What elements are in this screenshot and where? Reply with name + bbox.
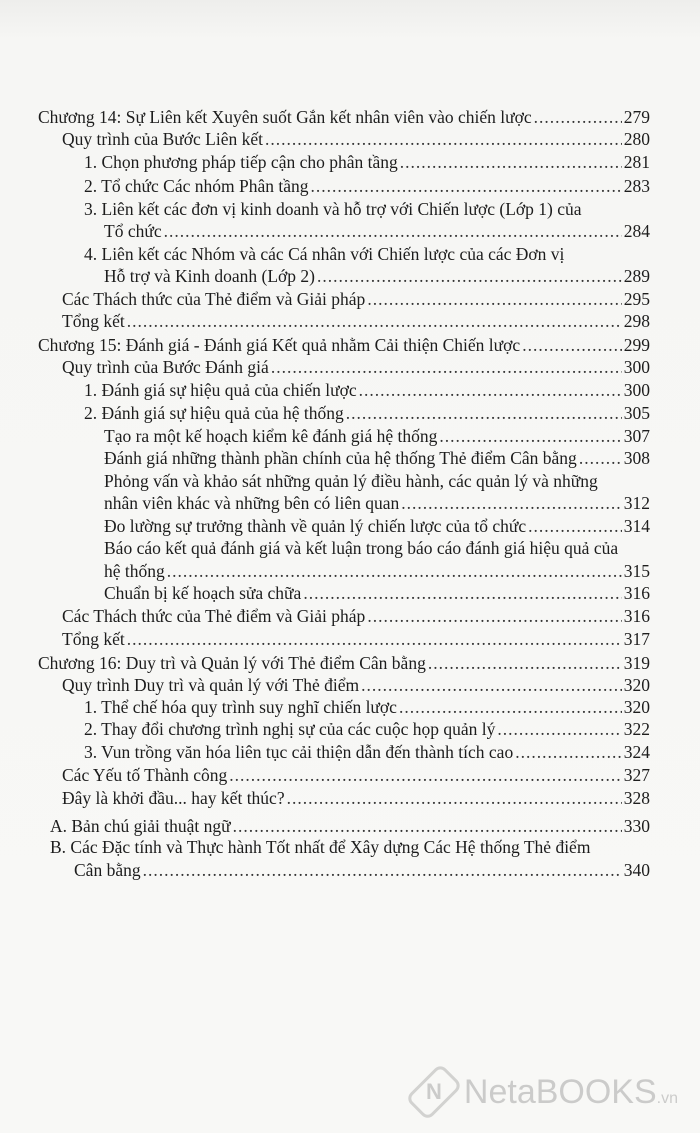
toc-entry-title: Chương 15: Đánh giá - Đánh giá Kết quả nhằm Cải thiện Chiến lược bbox=[38, 335, 521, 355]
toc-entry[interactable] bbox=[62, 310, 650, 332]
toc-page-number: 295 bbox=[623, 289, 650, 309]
toc-entry-title: Các Thách thức của Thẻ điểm và Giải pháp bbox=[62, 289, 366, 309]
toc-page-number: 280 bbox=[623, 129, 650, 149]
netabooks-logo-icon: N bbox=[405, 1063, 463, 1121]
toc-page-number: 300 bbox=[623, 357, 650, 377]
toc-page-number: 319 bbox=[623, 653, 650, 673]
toc-entry[interactable] bbox=[84, 718, 650, 740]
toc-page-number: 305 bbox=[623, 403, 650, 423]
toc-entry-title: Tổ chức bbox=[104, 221, 162, 241]
toc-entry-title: 1. Đánh giá sự hiệu quả của chiến lược bbox=[84, 380, 357, 400]
toc-page-number: 314 bbox=[623, 516, 650, 536]
toc-entry-title: Các Thách thức của Thẻ điểm và Giải pháp bbox=[62, 606, 366, 626]
toc-entry-title: Cân bằng bbox=[74, 860, 141, 880]
toc-entry[interactable] bbox=[62, 128, 650, 150]
toc-entry[interactable] bbox=[84, 696, 650, 718]
toc-page-number: 327 bbox=[623, 765, 650, 785]
toc-entry-line: 3. Liên kết các đơn vị kinh doanh và hỗ trợ với Chiến lược (Lớp 1) của bbox=[84, 199, 582, 219]
toc-entry[interactable] bbox=[84, 402, 650, 424]
toc-entry[interactable] bbox=[104, 560, 650, 582]
toc-entry-title: Chương 16: Duy trì và Quản lý với Thẻ điểm Cân bằng bbox=[38, 653, 426, 673]
toc-entry-title: nhân viên khác và những bên có liên quan bbox=[104, 493, 400, 513]
toc-page-number: 283 bbox=[623, 176, 650, 196]
toc-page-number: 284 bbox=[623, 221, 650, 241]
toc-page-number: 289 bbox=[623, 266, 650, 286]
toc-page-number: 330 bbox=[623, 816, 650, 836]
toc-entry[interactable] bbox=[104, 425, 650, 447]
toc-page-number: 324 bbox=[623, 742, 650, 762]
toc-entry-title: Quy trình của Bước Đánh giá bbox=[62, 357, 269, 377]
toc-page-number: 340 bbox=[623, 860, 650, 880]
netabooks-watermark bbox=[418, 1062, 678, 1122]
toc-entry[interactable] bbox=[84, 741, 650, 763]
toc-entry-title: Tổng kết bbox=[62, 629, 125, 649]
toc-entry[interactable] bbox=[104, 492, 650, 514]
toc-page-number: 312 bbox=[623, 493, 650, 513]
toc-entry[interactable] bbox=[104, 582, 650, 604]
toc-entry-title: Đo lường sự trưởng thành về quản lý chiến lược của tổ chức bbox=[104, 516, 527, 536]
toc-page-number: 320 bbox=[623, 697, 650, 717]
toc-entry[interactable] bbox=[104, 515, 650, 537]
toc-entry[interactable] bbox=[84, 379, 650, 401]
toc-entry-line: 4. Liên kết các Nhóm và các Cá nhân với Chiến lược của các Đơn vị bbox=[84, 244, 565, 264]
toc-entry-title: Các Yếu tố Thành công bbox=[62, 765, 228, 785]
toc-page-number: 308 bbox=[623, 448, 650, 468]
toc-entry[interactable] bbox=[62, 356, 650, 378]
toc-page-number: 299 bbox=[623, 335, 650, 355]
toc-entry-title: Đánh giá những thành phần chính của hệ thống Thẻ điểm Cân bằng bbox=[104, 448, 577, 468]
toc-entry-title: 1. Thể chế hóa quy trình suy nghĩ chiến lược bbox=[84, 697, 397, 717]
toc-entry-title: hệ thống bbox=[104, 561, 165, 581]
toc-entry-title: 1. Chọn phương pháp tiếp cận cho phân tầng bbox=[84, 152, 398, 172]
toc-entry[interactable] bbox=[62, 288, 650, 310]
toc-chapter-15[interactable] bbox=[38, 334, 650, 356]
toc-page-number: 317 bbox=[623, 629, 650, 649]
toc-entry-line: B. Các Đặc tính và Thực hành Tốt nhất để Xây dựng Các Hệ thống Thẻ điểm bbox=[50, 837, 591, 857]
toc-entry-title: 3. Vun trồng văn hóa liên tục cải thiện dẫn đến thành tích cao bbox=[84, 742, 514, 762]
toc-page-number: 279 bbox=[623, 107, 650, 127]
toc-page-number: 328 bbox=[623, 788, 650, 808]
toc-page-number: 281 bbox=[623, 152, 650, 172]
toc-entry[interactable] bbox=[84, 151, 650, 173]
toc-entry-title: Quy trình Duy trì và quản lý với Thẻ điểm bbox=[62, 675, 360, 695]
toc-entry[interactable] bbox=[104, 220, 650, 242]
toc-page-number: 316 bbox=[623, 583, 650, 603]
toc-appendix-b[interactable] bbox=[74, 859, 650, 881]
toc-entry-title: Đây là khởi đầu... hay kết thúc? bbox=[62, 788, 285, 808]
toc-entry-title: Chuẩn bị kế hoạch sửa chữa bbox=[104, 583, 302, 603]
toc-page-number: 320 bbox=[623, 675, 650, 695]
toc-entry[interactable] bbox=[62, 674, 650, 696]
toc-page-number: 300 bbox=[623, 380, 650, 400]
toc-entry[interactable] bbox=[104, 265, 650, 287]
toc-appendix-a[interactable] bbox=[50, 815, 650, 837]
toc-entry-title: Tổng kết bbox=[62, 311, 125, 331]
toc-entry[interactable] bbox=[62, 628, 650, 650]
toc-entry[interactable] bbox=[104, 447, 650, 469]
toc-entry-title: Quy trình của Bước Liên kết bbox=[62, 129, 263, 149]
toc-page-number: 307 bbox=[623, 426, 650, 446]
toc-entry-title: Hỗ trợ và Kinh doanh (Lớp 2) bbox=[104, 266, 315, 286]
toc-entry-title: A. Bản chú giải thuật ngữ bbox=[50, 816, 231, 836]
toc-entry-title: Tạo ra một kế hoạch kiểm kê đánh giá hệ thống bbox=[104, 426, 438, 446]
toc-entry[interactable] bbox=[84, 175, 650, 197]
toc-entry-title: 2. Thay đổi chương trình nghị sự của các cuộc họp quản lý bbox=[84, 719, 496, 739]
toc-entry-title: Chương 14: Sự Liên kết Xuyên suốt Gắn kết nhân viên vào chiến lược bbox=[38, 107, 532, 127]
toc-entry[interactable] bbox=[62, 764, 650, 786]
toc-chapter-14[interactable] bbox=[38, 106, 650, 128]
toc-page-number: 315 bbox=[623, 561, 650, 581]
toc-entry[interactable] bbox=[62, 605, 650, 627]
toc-page-number: 316 bbox=[623, 606, 650, 626]
toc-entry-title: 2. Tổ chức Các nhóm Phân tầng bbox=[84, 176, 309, 196]
toc-page-number: 298 bbox=[623, 311, 650, 331]
toc-entry[interactable] bbox=[62, 787, 650, 809]
toc-chapter-16[interactable] bbox=[38, 652, 650, 674]
toc-entry-line: Phỏng vấn và khảo sát những quản lý điều hành, các quản lý và những bbox=[104, 471, 598, 491]
toc-page-number: 322 bbox=[623, 719, 650, 739]
toc-entry-line: Báo cáo kết quả đánh giá và kết luận trong báo cáo đánh giá hiệu quả của bbox=[104, 538, 619, 558]
toc-entry-title: 2. Đánh giá sự hiệu quả của hệ thống bbox=[84, 403, 344, 423]
watermark-text: NetaBOOKS.vn bbox=[463, 1072, 678, 1111]
